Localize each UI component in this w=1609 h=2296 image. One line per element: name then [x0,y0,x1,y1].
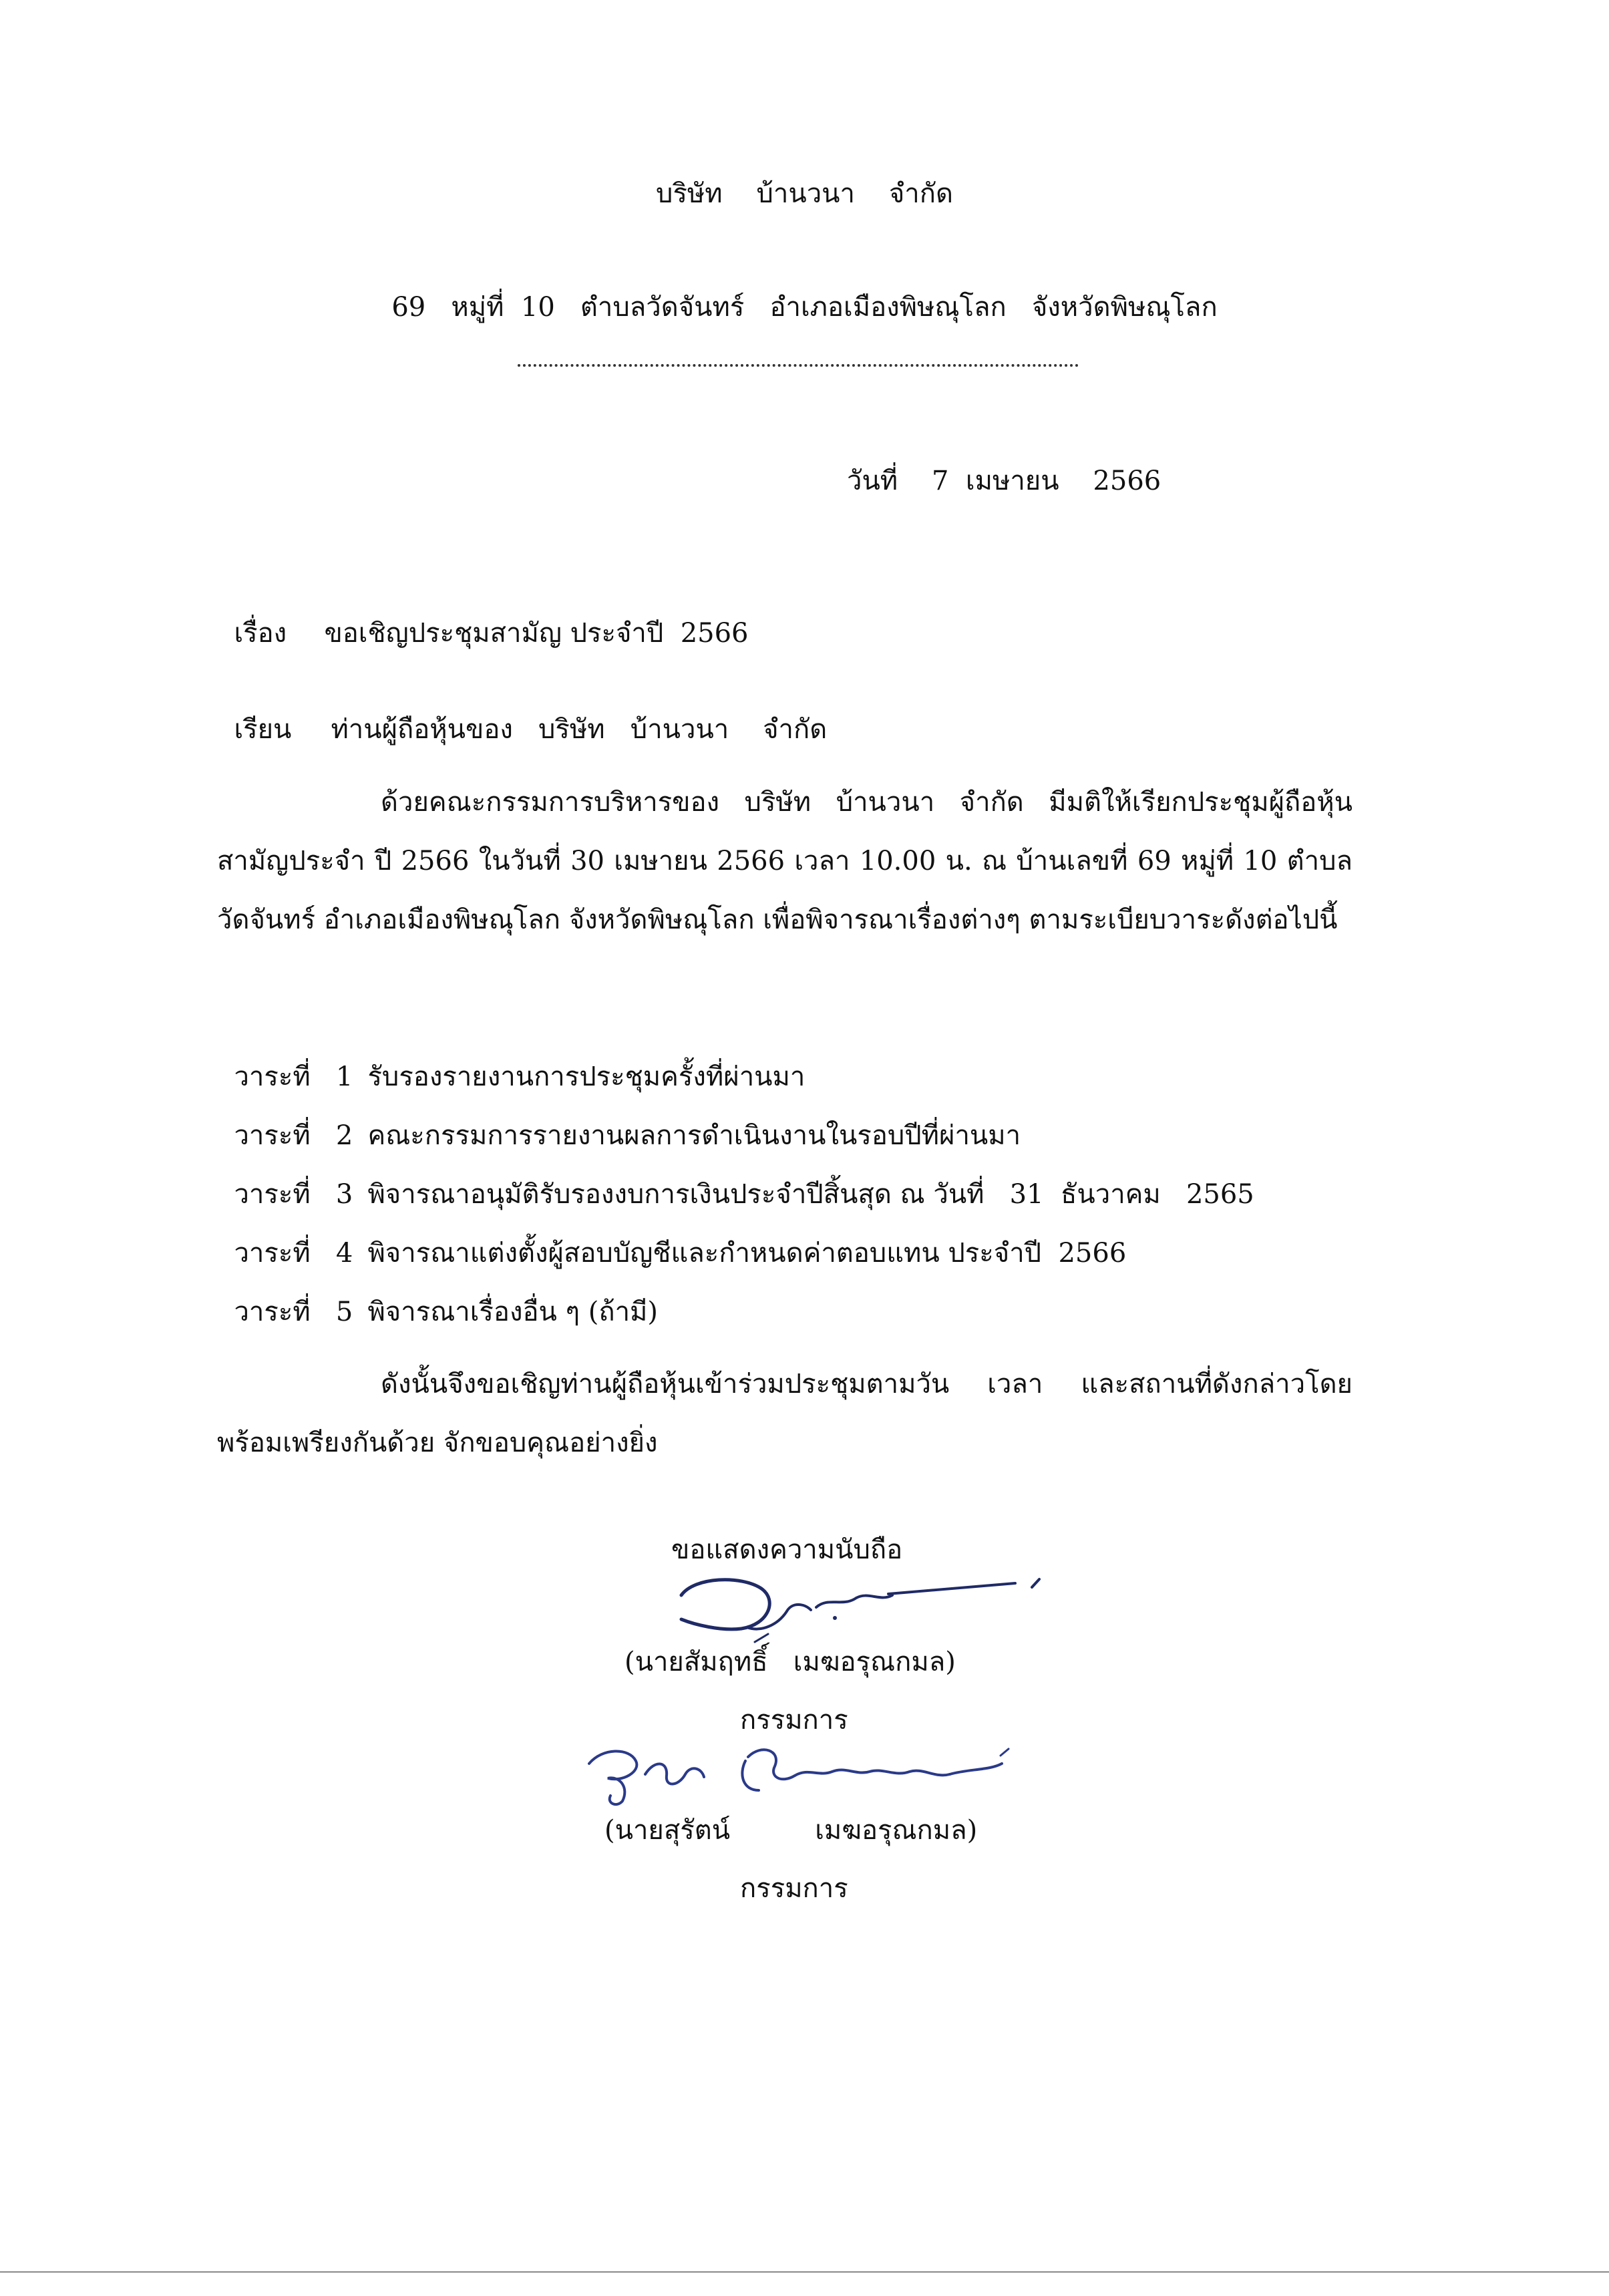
letterhead-divider [518,364,1079,367]
agenda-label: วาระที่ 4 [234,1238,353,1269]
company-address: 69 หมู่ที่ 10 ตำบลวัดจันทร์ อำเภอเมืองพิษณุโลก จังหวัดพิษณุโลก [391,292,1218,323]
agenda-text: รับรองรายงานการประชุมครั้งที่ผ่านมา [367,1061,806,1092]
signatory-name: (นายสัมฤทธิ์ เมฆอรุณกมล) [624,1647,956,1677]
signatory-name: (นายสุรัตน์ เมฆอรุณกมล) [604,1815,978,1846]
agenda-item [217,1252,658,1332]
letter-date: วันที่ 7 เมษายน 2566 [847,466,1161,496]
body-paragraph: ด้วยคณะกรรมการบริหารของ บริษัท บ้านวนา จำกัด มีมติให้เรียกประชุมผู้ถือหุ้นสามัญประจำ ปี 2566 ในวันที่ 30 เมษายน 2566 เวลา 10.00 น. ณ บ้านเลขที่ 69 หมู่ที่ 10 ตำบลวัดจันทร์ อำเภอเมืองพิษณุโลก จังหวัดพิษณุโลก เพื่อพิจารณาเรื่องต่างๆ ตามระเบียบวาระดังต่อไปนี้ [217,787,1353,935]
closing-paragraph: ดังนั้นจึงขอเชิญท่านผู้ถือหุ้นเข้าร่วมประชุมตามวัน เวลา และสถานที่ดังกล่าวโดยพร้อมเพรียงกันด้วย จักขอบคุณอย่างยิ่ง [217,1369,1353,1458]
agenda-label: วาระที่ 5 [234,1297,353,1327]
recipient-label: เรียน [234,714,292,745]
company-name: บริษัท บ้านวนา จำกัด [656,178,953,209]
signatory-title: กรรมการ [740,1705,848,1736]
subject-label: เรื่อง [234,618,287,649]
recipient-text: ท่านผู้ถือหุ้นของ บริษัท บ้านวนา จำกัด [331,714,828,745]
agenda-label: วาระที่ 3 [234,1179,353,1210]
subject-text: ขอเชิญประชุมสามัญ ประจำปี 2566 [324,618,749,649]
agenda-text: คณะกรรมการรายงานผลการดำเนินงานในรอบปีที่ผ่านมา [367,1120,1021,1151]
agenda-label: วาระที่ 1 [234,1061,353,1092]
signature-1 [668,1563,1095,1643]
recipient-line [217,669,827,750]
signature-2 [581,1737,1035,1810]
page-bottom-edge [0,2271,1609,2273]
agenda-text: พิจารณาเรื่องอื่น ๆ (ถ้ามี) [367,1297,659,1327]
sign-off: ขอแสดงความนับถือ [671,1534,903,1565]
subject-line [217,573,749,653]
signatory-title: กรรมการ [740,1873,848,1904]
agenda-label: วาระที่ 2 [234,1120,353,1151]
agenda-text: พิจารณาอนุมัติรับรองงบการเงินประจำปีสิ้นสุด ณ วันที่ 31 ธันวาคม 2565 [367,1179,1254,1210]
agenda-text: พิจารณาแต่งตั้งผู้สอบบัญชีและกำหนดค่าตอบแทน ประจำปี 2566 [367,1238,1127,1269]
